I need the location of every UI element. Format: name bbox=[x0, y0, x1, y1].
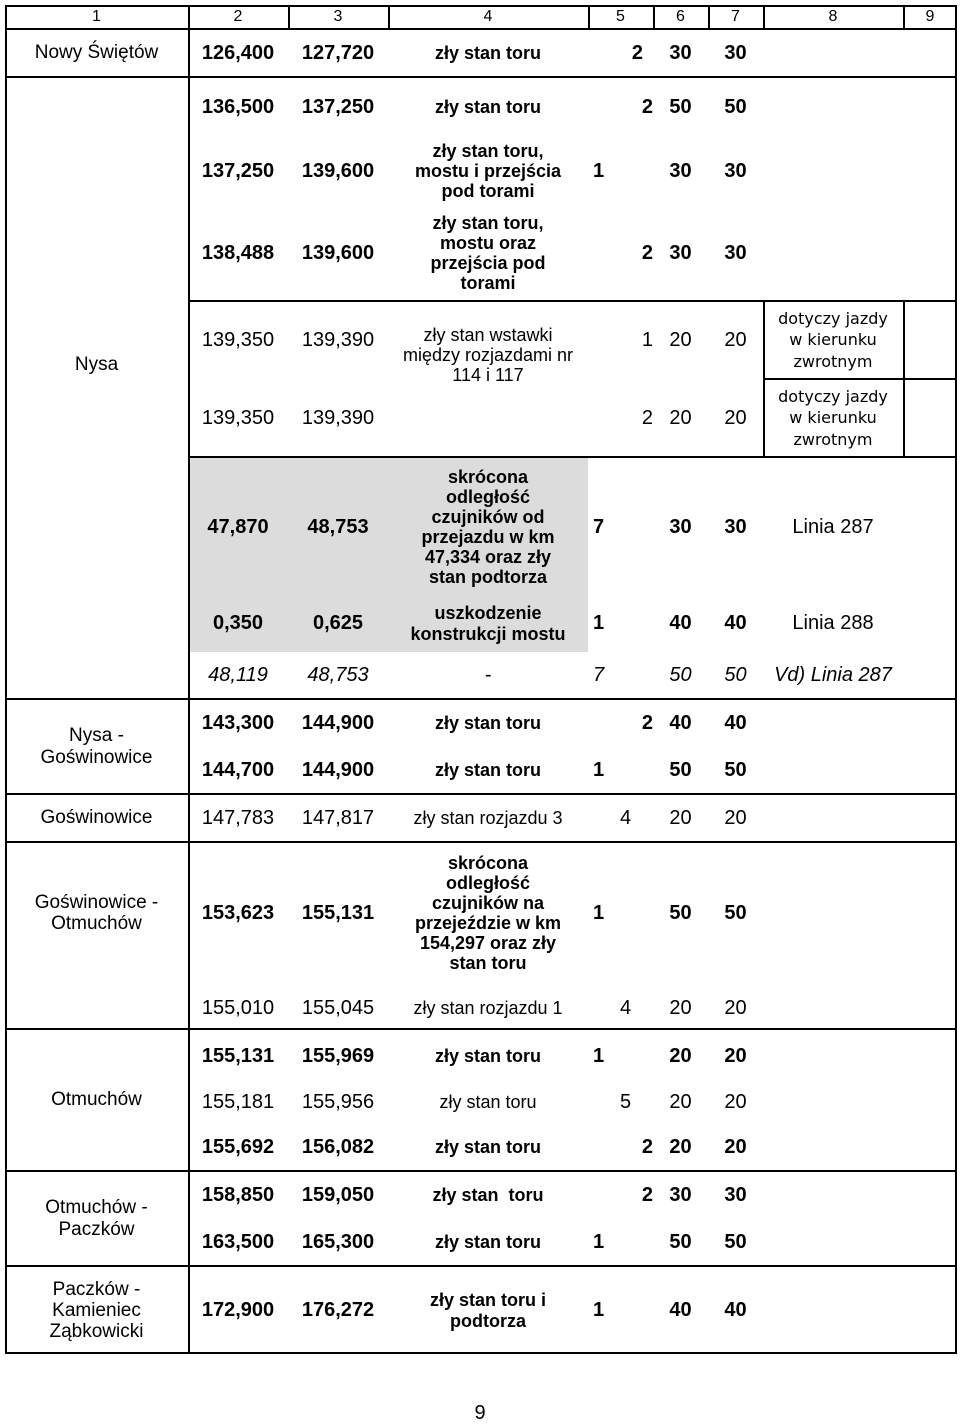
reason: zły stan rozjazdu 3 bbox=[413, 807, 563, 828]
border bbox=[5, 841, 957, 843]
note-cell: dotyczy jazdy w kierunku zwrotnym bbox=[778, 308, 888, 371]
km-from: 139,350 bbox=[201, 406, 275, 429]
track-number: 2 bbox=[641, 406, 653, 429]
km-from: 47,870 bbox=[207, 515, 269, 538]
reason: zły stan toru bbox=[434, 759, 541, 780]
km-from: 155,181 bbox=[201, 1090, 275, 1113]
border bbox=[5, 28, 957, 30]
km-to: 144,900 bbox=[301, 711, 375, 734]
speed-b: 50 bbox=[724, 95, 747, 118]
header-col-1: 1 bbox=[92, 7, 101, 25]
line-number: Linia 287 bbox=[792, 515, 874, 538]
border bbox=[955, 5, 957, 1354]
reason: zły stan wstawki między rozjazdami nr 114 i 117 bbox=[402, 325, 574, 386]
km-to: 139,390 bbox=[301, 406, 375, 429]
header-col-6: 6 bbox=[676, 7, 685, 25]
border bbox=[5, 76, 957, 78]
km-from: 158,850 bbox=[201, 1183, 275, 1206]
border bbox=[5, 5, 957, 7]
speed-a: 40 bbox=[669, 711, 692, 734]
header-col-5: 5 bbox=[616, 7, 625, 25]
reason: zły stan toru bbox=[434, 1045, 541, 1066]
track-number: 1 bbox=[593, 1044, 605, 1067]
header-col-2: 2 bbox=[233, 7, 243, 25]
track-number: 1 bbox=[593, 1230, 605, 1253]
location-cell: Goświnowice - Otmuchów bbox=[34, 891, 159, 934]
speed-a: 50 bbox=[669, 901, 692, 924]
track-number: 1 bbox=[593, 1299, 605, 1322]
speed-b: 40 bbox=[724, 1299, 747, 1322]
speed-a: 50 bbox=[669, 664, 692, 687]
reason: skrócona odległość czujników od przejazdu w km 47,334 oraz zły stan podtorza bbox=[421, 466, 555, 588]
track-number: 2 bbox=[641, 1136, 653, 1159]
km-to: 159,050 bbox=[301, 1183, 375, 1206]
km-from: 163,500 bbox=[201, 1230, 275, 1253]
speed-restriction-table bbox=[5, 5, 957, 1354]
speed-b: 20 bbox=[724, 328, 747, 351]
speed-a: 50 bbox=[669, 1230, 692, 1253]
reason: zły stan toru, mostu i przejścia pod torami bbox=[414, 140, 562, 202]
track-number: 1 bbox=[593, 612, 605, 635]
reason: zły stan rozjazdu 1 bbox=[413, 997, 563, 1018]
km-from: 147,783 bbox=[201, 806, 275, 829]
line-number: Vd) Linia 287 bbox=[774, 664, 892, 687]
km-from: 126,400 bbox=[201, 41, 275, 64]
border bbox=[5, 1265, 957, 1267]
track-number: 7 bbox=[593, 664, 605, 687]
speed-b: 20 bbox=[724, 806, 747, 829]
speed-a: 20 bbox=[669, 996, 692, 1019]
speed-b: 30 bbox=[724, 41, 747, 64]
border bbox=[903, 300, 905, 458]
reason: zły stan toru bbox=[434, 1231, 541, 1252]
reason: zły stan toru bbox=[434, 42, 541, 63]
header-col-4: 4 bbox=[483, 7, 493, 25]
reason: zły stan toru, mostu oraz przejścia pod torami bbox=[430, 212, 546, 294]
km-to: 137,250 bbox=[301, 95, 375, 118]
speed-a: 30 bbox=[669, 515, 692, 538]
speed-a: 30 bbox=[669, 41, 692, 64]
km-from: 155,131 bbox=[201, 1044, 275, 1067]
location-cell: Otmuchów - Paczków bbox=[45, 1197, 148, 1240]
track-number: 2 bbox=[641, 1183, 653, 1206]
km-to: 144,900 bbox=[301, 758, 375, 781]
track-number: 1 bbox=[593, 901, 605, 924]
reason: uszkodzenie konstrukcji mostu bbox=[410, 603, 566, 644]
speed-a: 20 bbox=[669, 1090, 692, 1113]
speed-b: 30 bbox=[724, 241, 747, 264]
border bbox=[763, 5, 765, 30]
border bbox=[188, 456, 957, 458]
speed-a: 50 bbox=[669, 758, 692, 781]
location-cell: Nowy Świętów bbox=[34, 42, 159, 64]
speed-b: 20 bbox=[724, 1090, 747, 1113]
border bbox=[188, 5, 190, 1354]
reason: zły stan toru bbox=[434, 712, 541, 733]
speed-a: 20 bbox=[669, 1136, 692, 1159]
km-to: 147,817 bbox=[301, 806, 375, 829]
track-number: 2 bbox=[641, 95, 653, 118]
header-col-7: 7 bbox=[731, 7, 740, 25]
km-from: 153,623 bbox=[201, 901, 275, 924]
km-from: 136,500 bbox=[201, 95, 275, 118]
speed-b: 40 bbox=[724, 711, 747, 734]
border bbox=[903, 5, 905, 30]
track-number: 1 bbox=[641, 328, 653, 351]
km-from: 138,488 bbox=[201, 241, 275, 264]
speed-b: 30 bbox=[724, 515, 747, 538]
border bbox=[5, 5, 7, 1354]
reason: zły stan toru bbox=[434, 96, 541, 117]
speed-b: 50 bbox=[724, 758, 747, 781]
reason: zły stan toru i podtorza bbox=[429, 1290, 546, 1331]
speed-a: 40 bbox=[669, 612, 692, 635]
track-number: 2 bbox=[641, 241, 653, 264]
speed-b: 50 bbox=[724, 901, 747, 924]
header-col-3: 3 bbox=[333, 7, 343, 25]
km-to: 176,272 bbox=[301, 1299, 375, 1322]
track-number: 1 bbox=[593, 159, 605, 182]
km-to: 139,390 bbox=[301, 328, 375, 351]
km-to: 139,600 bbox=[301, 159, 375, 182]
speed-a: 50 bbox=[669, 95, 692, 118]
speed-a: 30 bbox=[669, 159, 692, 182]
border bbox=[588, 5, 590, 30]
location-cell: Nysa bbox=[74, 353, 119, 375]
track-number: 4 bbox=[619, 996, 632, 1019]
km-from: 143,300 bbox=[201, 711, 275, 734]
track-number: 7 bbox=[593, 515, 605, 538]
reason: zły stan toru bbox=[432, 1184, 544, 1205]
speed-b: 20 bbox=[724, 1044, 747, 1067]
track-number: 2 bbox=[631, 41, 643, 64]
km-to: 139,600 bbox=[301, 241, 375, 264]
km-to: 155,131 bbox=[301, 901, 375, 924]
reason: zły stan toru bbox=[439, 1091, 537, 1112]
border bbox=[388, 5, 390, 30]
page-number: 9 bbox=[474, 1402, 486, 1424]
line-number: Linia 288 bbox=[792, 612, 874, 635]
border bbox=[653, 5, 655, 30]
km-from: 144,700 bbox=[201, 758, 275, 781]
location-cell: Otmuchów bbox=[51, 1089, 142, 1111]
location-cell: Nysa - Goświnowice bbox=[40, 725, 153, 768]
km-from: 139,350 bbox=[201, 328, 275, 351]
km-to: 155,969 bbox=[301, 1044, 375, 1067]
km-from: 0,350 bbox=[212, 612, 264, 635]
track-number: 4 bbox=[619, 806, 632, 829]
border bbox=[5, 793, 957, 795]
border bbox=[288, 5, 290, 30]
km-to: 48,753 bbox=[307, 664, 369, 687]
speed-a: 40 bbox=[669, 1299, 692, 1322]
speed-a: 30 bbox=[669, 241, 692, 264]
note-cell: dotyczy jazdy w kierunku zwrotnym bbox=[778, 386, 888, 449]
speed-a: 20 bbox=[669, 806, 692, 829]
border bbox=[5, 1170, 957, 1172]
km-to: 127,720 bbox=[301, 41, 375, 64]
km-to: 155,045 bbox=[301, 996, 375, 1019]
speed-b: 20 bbox=[724, 1136, 747, 1159]
km-from: 172,900 bbox=[201, 1299, 275, 1322]
speed-a: 30 bbox=[669, 1183, 692, 1206]
speed-a: 20 bbox=[669, 1044, 692, 1067]
speed-b: 20 bbox=[724, 996, 747, 1019]
km-to: 165,300 bbox=[301, 1230, 375, 1253]
reason: skrócona odległość czujników na przejeździe w km 154,297 oraz zły stan toru bbox=[414, 852, 562, 974]
km-from: 48,119 bbox=[208, 664, 268, 687]
km-to: 48,753 bbox=[307, 515, 369, 538]
track-number: 1 bbox=[593, 758, 605, 781]
speed-a: 20 bbox=[669, 328, 692, 351]
location-cell: Paczków - Kamieniec Ząbkowicki bbox=[49, 1278, 144, 1343]
km-to: 0,625 bbox=[312, 612, 364, 635]
km-to: 156,082 bbox=[301, 1136, 375, 1159]
border bbox=[188, 300, 957, 302]
km-to: 155,956 bbox=[301, 1090, 375, 1113]
reason: - bbox=[484, 664, 492, 687]
km-from: 137,250 bbox=[201, 159, 275, 182]
border bbox=[708, 5, 710, 30]
speed-b: 20 bbox=[724, 406, 747, 429]
header-col-8: 8 bbox=[828, 7, 838, 25]
header-col-9: 9 bbox=[925, 7, 935, 25]
speed-b: 30 bbox=[724, 1183, 747, 1206]
border bbox=[5, 1028, 957, 1030]
reason: zły stan toru bbox=[434, 1137, 541, 1158]
speed-b: 50 bbox=[724, 664, 747, 687]
km-from: 155,010 bbox=[201, 996, 275, 1019]
speed-b: 40 bbox=[724, 612, 747, 635]
speed-a: 20 bbox=[669, 406, 692, 429]
border bbox=[5, 1352, 957, 1354]
track-number: 5 bbox=[619, 1090, 632, 1113]
border bbox=[763, 378, 957, 380]
speed-b: 30 bbox=[724, 159, 747, 182]
border bbox=[5, 698, 957, 700]
km-from: 155,692 bbox=[201, 1136, 275, 1159]
speed-b: 50 bbox=[724, 1230, 747, 1253]
track-number: 2 bbox=[641, 711, 653, 734]
location-cell: Goświnowice bbox=[40, 807, 153, 829]
